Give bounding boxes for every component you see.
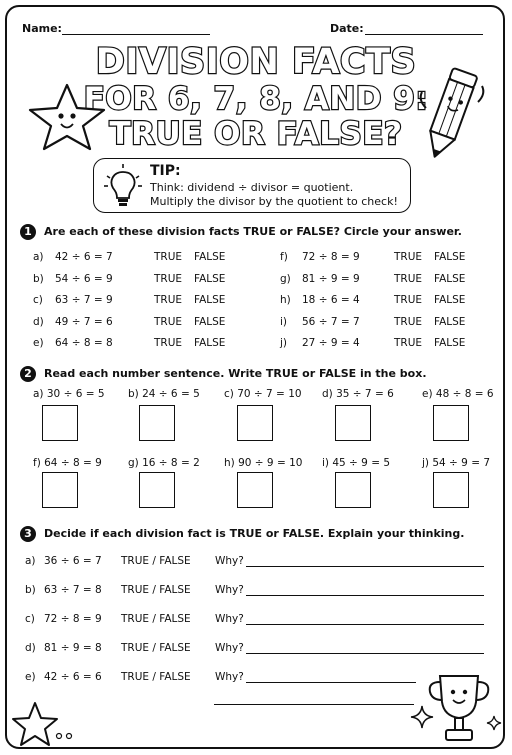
true-option[interactable]: TRUE [394,315,423,328]
true-option[interactable]: TRUE [154,337,183,349]
false-option[interactable]: FALSE [434,337,466,349]
s1-item-fact: 56 ÷ 7 = 7 [302,315,360,328]
title-line-2: FOR 6, 7, 8, AND 9: [83,81,429,117]
section-1-number: 1 [20,224,36,240]
s1-item-letter: j) [280,337,288,349]
s1-item-letter: f) [280,251,288,263]
section-2-number: 2 [20,366,36,382]
s2-item-label: e) 48 ÷ 8 = 6 [422,388,494,400]
true-option[interactable]: TRUE [154,315,183,328]
tip-line-1: Think: dividend ÷ divisor = quotient. [150,181,354,194]
why-answer-line[interactable] [246,566,484,567]
s3-item-letter: d) [25,642,36,654]
star-mascot-icon [22,82,112,152]
answer-box[interactable] [237,405,273,441]
why-label: Why? [215,642,244,654]
s1-item-fact: 49 ÷ 7 = 6 [55,315,113,328]
true-option[interactable]: TRUE [394,272,423,285]
lightbulb-icon [103,162,143,210]
s2-item-label: f) 64 ÷ 8 = 9 [33,457,102,469]
s1-item-letter: d) [33,315,44,328]
why-label: Why? [215,613,244,625]
s1-item-fact: 64 ÷ 8 = 8 [55,337,113,349]
s3-item-fact: 81 ÷ 9 = 8 [44,642,102,654]
true-option[interactable]: TRUE [154,251,183,263]
true-option[interactable]: TRUE [394,294,423,306]
date-label: Date: [330,22,364,35]
false-option[interactable]: FALSE [434,294,466,306]
answer-box[interactable] [42,472,78,508]
s2-item-label: g) 16 ÷ 8 = 2 [128,457,200,469]
s3-item-fact: 63 ÷ 7 = 8 [44,584,102,596]
s1-item-fact: 72 ÷ 8 = 9 [302,251,360,263]
false-option[interactable]: FALSE [434,251,466,263]
s1-item-letter: e) [33,337,44,349]
false-option[interactable]: FALSE [194,337,226,349]
date-field[interactable] [365,34,483,35]
true-false-choice[interactable]: TRUE / FALSE [121,671,191,683]
false-option[interactable]: FALSE [194,294,226,306]
name-field[interactable] [62,34,210,35]
s1-item-letter: h) [280,294,291,306]
section-2-instruction: Read each number sentence. Write TRUE or FALSE in the box. [44,367,427,380]
why-answer-line[interactable] [246,595,484,596]
s3-item-letter: b) [25,584,36,596]
true-option[interactable]: TRUE [394,337,423,349]
true-option[interactable]: TRUE [154,272,183,285]
answer-box[interactable] [139,472,175,508]
s1-item-letter: a) [33,251,44,263]
s3-item-letter: a) [25,555,36,567]
s1-item-letter: b) [33,272,44,285]
answer-box[interactable] [433,405,469,441]
true-false-choice[interactable]: TRUE / FALSE [121,584,191,596]
s2-item-label: i) 45 ÷ 9 = 5 [322,457,391,469]
section-3-number: 3 [20,526,36,542]
dots-icon [55,728,75,742]
s1-item-fact: 18 ÷ 6 = 4 [302,294,360,306]
answer-box[interactable] [335,405,371,441]
s2-item-label: j) 54 ÷ 9 = 7 [422,457,491,469]
true-option[interactable]: TRUE [394,251,423,263]
s2-item-label: c) 70 ÷ 7 = 10 [224,388,302,400]
tip-heading: TIP: [150,163,181,179]
true-option[interactable]: TRUE [154,294,183,306]
why-label: Why? [215,584,244,596]
answer-box[interactable] [335,472,371,508]
s1-item-fact: 42 ÷ 6 = 7 [55,251,113,263]
s1-item-letter: i) [280,315,288,328]
s1-item-letter: c) [33,294,43,306]
trophy-mascot-icon [426,670,492,750]
false-option[interactable]: FALSE [434,315,466,328]
s2-item-label: h) 90 ÷ 9 = 10 [224,457,303,469]
s3-item-fact: 42 ÷ 6 = 6 [44,671,102,683]
small-star-icon [10,700,60,748]
s2-item-label: b) 24 ÷ 6 = 5 [128,388,200,400]
why-answer-line[interactable] [246,682,416,683]
true-false-choice[interactable]: TRUE / FALSE [121,642,191,654]
false-option[interactable]: FALSE [194,272,226,285]
false-option[interactable]: FALSE [194,315,226,328]
answer-box[interactable] [139,405,175,441]
true-false-choice[interactable]: TRUE / FALSE [121,555,191,567]
answer-box[interactable] [237,472,273,508]
why-label: Why? [215,671,244,683]
s3-item-letter: c) [25,613,35,625]
section-1-instruction: Are each of these division facts TRUE or FALSE? Circle your answer. [44,225,462,238]
s1-item-letter: g) [280,272,291,285]
s3-item-letter: e) [25,671,36,683]
s1-item-fact: 54 ÷ 6 = 9 [55,272,113,285]
title-line-3: TRUE OR FALSE? [109,116,403,152]
s1-item-fact: 63 ÷ 7 = 9 [55,294,113,306]
answer-box[interactable] [42,405,78,441]
true-false-choice[interactable]: TRUE / FALSE [121,613,191,625]
false-option[interactable]: FALSE [434,272,466,285]
false-option[interactable]: FALSE [194,251,226,263]
s1-item-fact: 81 ÷ 9 = 9 [302,272,360,285]
s2-item-label: d) 35 ÷ 7 = 6 [322,388,394,400]
why-answer-line[interactable] [246,653,484,654]
why-answer-line-extra[interactable] [214,704,414,705]
why-answer-line[interactable] [246,624,484,625]
title-line-1: DIVISION FACTS [95,42,417,82]
section-3-instruction: Decide if each division fact is TRUE or FALSE. Explain your thinking. [44,527,465,540]
tip-line-2: Multiply the divisor by the quotient to check! [150,195,398,208]
pencil-mascot-icon [412,62,492,167]
s3-item-fact: 72 ÷ 8 = 9 [44,613,102,625]
why-label: Why? [215,555,244,567]
s3-item-fact: 36 ÷ 6 = 7 [44,555,102,567]
s1-item-fact: 27 ÷ 9 = 4 [302,337,360,349]
name-label: Name: [22,22,62,35]
s2-item-label: a) 30 ÷ 6 = 5 [33,388,105,400]
answer-box[interactable] [433,472,469,508]
